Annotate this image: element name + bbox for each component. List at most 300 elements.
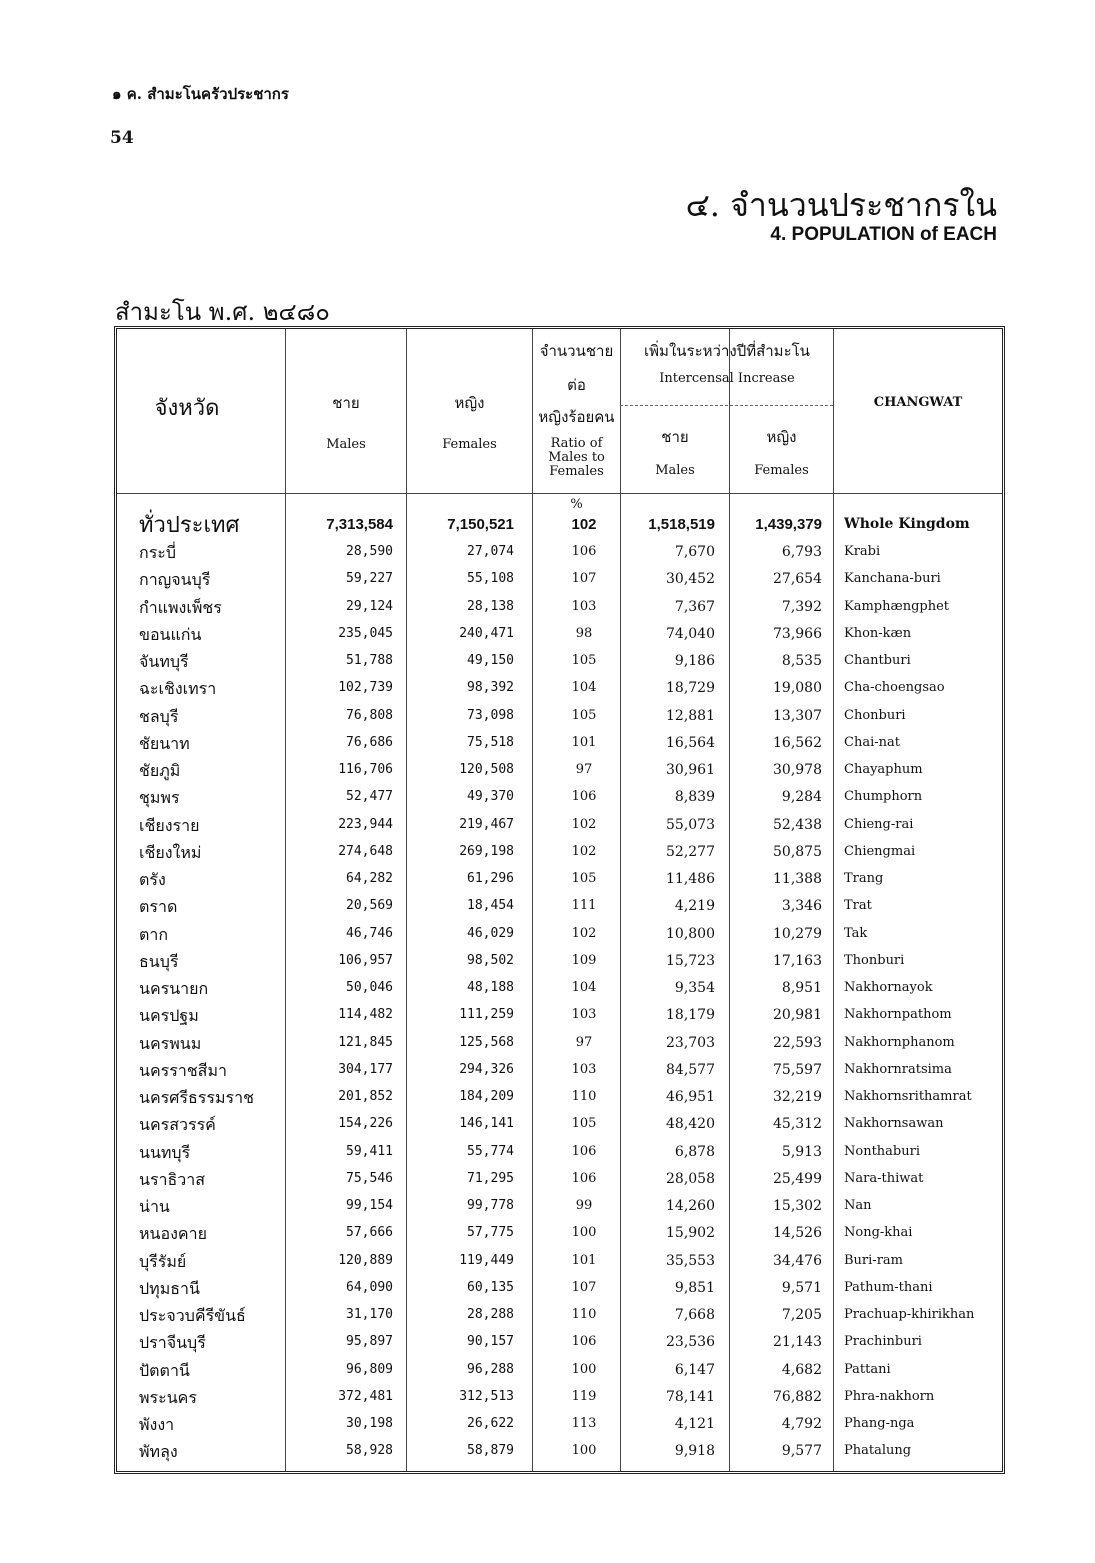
cell-changwat-thai: เชียงใหม่	[139, 842, 202, 862]
cell-ratio: 107	[571, 571, 597, 587]
cell-increase-males: 4,219	[674, 898, 715, 915]
cell-changwat-thai: นนทบุรี	[139, 1142, 191, 1162]
table-row	[117, 730, 1002, 757]
cell-changwat-thai: กระบี่	[139, 543, 177, 562]
cell-females: 49,150	[467, 653, 514, 668]
cell-ratio: 102	[571, 925, 597, 941]
cell-ratio: 105	[571, 871, 597, 886]
table-row	[117, 1438, 1002, 1465]
cell-males: 121,845	[338, 1034, 393, 1050]
cell-males: 64,090	[346, 1279, 393, 1295]
cell-changwat-thai: น่าน	[139, 1197, 170, 1216]
cell-changwat-thai: จันทบุรี	[139, 652, 189, 671]
cell-females: 55,774	[467, 1143, 514, 1159]
cell-changwat-en: Nakhornratsima	[844, 1061, 952, 1077]
cell-males: 31,170	[346, 1307, 393, 1322]
cell-males: 52,477	[346, 789, 393, 805]
table-row	[117, 1084, 1002, 1111]
cell-changwat-thai: ปัตตานี	[139, 1360, 190, 1380]
cell-changwat-en: Chiengmai	[844, 843, 916, 859]
cell-increase-males: 6,878	[674, 1143, 715, 1160]
cell-changwat-en: Prachuap-khirikhan	[844, 1307, 975, 1322]
cell-changwat-en: Chayaphum	[844, 762, 923, 777]
cell-increase-males: 52,277	[666, 843, 715, 860]
cell-females: 219,467	[459, 816, 514, 832]
table-row	[117, 1411, 1002, 1438]
table-row	[117, 893, 1002, 920]
cell-increase-females: 9,577	[781, 1443, 822, 1460]
cell-increase-females: 27,654	[773, 571, 822, 588]
table-row	[117, 1329, 1002, 1356]
cell-ratio: 103	[571, 598, 597, 614]
cell-increase-females: 10,279	[773, 925, 822, 942]
cell-changwat-thai: ชุมพร	[139, 788, 180, 808]
cell-increase-females: 4,792	[781, 1416, 822, 1432]
cell-males: 120,889	[338, 1252, 393, 1268]
header-changwat-thai: จังหวัด	[154, 396, 220, 421]
cell-changwat-thai: พังงา	[139, 1415, 175, 1434]
cell-males: 58,928	[346, 1443, 393, 1459]
cell-ratio: 100	[571, 1361, 597, 1377]
cell-females: 28,288	[467, 1307, 514, 1322]
cell-females: 18,454	[467, 898, 514, 914]
cell-increase-females: 34,476	[773, 1252, 822, 1269]
cell-increase-males: 18,179	[666, 1007, 715, 1024]
running-header: ๑ ค. สำมะโนครัวประชากร	[112, 85, 289, 103]
cell-changwat-thai: ปราจีนบุรี	[139, 1333, 206, 1353]
cell-ratio: 106	[571, 1170, 597, 1186]
cell-ratio: 109	[571, 952, 597, 968]
cell-females: 98,392	[467, 680, 514, 696]
cell-changwat-en: Nakhornsawan	[844, 1116, 944, 1132]
cell-ratio: 102	[571, 816, 597, 832]
table-row	[117, 1139, 1002, 1166]
table-row	[117, 539, 1002, 566]
increase-subheader-divider	[620, 405, 833, 406]
table-row	[117, 1030, 1002, 1057]
cell-increase-males: 14,260	[666, 1198, 715, 1214]
cell-males: 154,226	[338, 1116, 393, 1132]
cell-increase-males: 15,723	[666, 952, 715, 969]
table-row	[117, 1302, 1002, 1329]
table-row	[117, 784, 1002, 811]
cell-increase-males: 4,121	[674, 1416, 715, 1432]
cell-males: 223,944	[338, 816, 393, 832]
header-increase-thai: เพิ่มในระหว่างปีที่สำมะโน	[644, 342, 810, 360]
cell-ratio: 107	[571, 1279, 597, 1295]
header-males-thai: ชาย	[332, 394, 360, 412]
cell-changwat-thai: นครปฐม	[139, 1006, 199, 1026]
cell-increase-males: 35,553	[666, 1252, 715, 1269]
cell-increase-males: 23,703	[666, 1034, 715, 1051]
cell-females: 28,138	[467, 598, 514, 614]
cell-increase-males: 55,073	[666, 816, 715, 833]
cell-changwat-en: Nara-thiwat	[844, 1170, 924, 1186]
cell-females: 58,879	[467, 1443, 514, 1459]
cell-increase-females: 50,875	[773, 843, 822, 860]
header-females-en: Females	[442, 437, 497, 452]
header-increase-en: Intercensal Increase	[659, 371, 795, 386]
cell-increase-males: 15,902	[666, 1225, 715, 1242]
cell-males: 114,482	[338, 1007, 393, 1023]
cell-changwat-en: Chonburi	[844, 707, 906, 723]
table-row	[117, 594, 1002, 621]
table-row	[117, 839, 1002, 866]
cell-changwat-thai: นครราชสีมา	[139, 1060, 227, 1080]
cell-increase-females: 9,284	[781, 789, 822, 806]
cell-increase-females: 7,205	[781, 1307, 822, 1323]
cell-ratio: 102	[571, 516, 597, 533]
cell-changwat-en: Nong-khai	[844, 1225, 913, 1241]
cell-increase-males: 48,420	[666, 1116, 715, 1133]
cell-ratio: 106	[571, 544, 597, 559]
cell-ratio: 103	[571, 1061, 597, 1077]
cell-females: 269,198	[459, 843, 514, 859]
table-row	[117, 1248, 1002, 1275]
cell-ratio: 106	[571, 1143, 597, 1159]
cell-males: 116,706	[338, 762, 393, 777]
cell-males: 304,177	[338, 1061, 393, 1077]
cell-changwat-en: Nakhornayok	[844, 980, 933, 995]
cell-increase-females: 11,388	[773, 871, 822, 887]
cell-changwat-thai: ตาก	[139, 924, 169, 944]
cell-increase-males: 28,058	[666, 1170, 715, 1187]
cell-changwat-en: Nakhornpathom	[844, 1007, 952, 1023]
cell-females: 312,513	[459, 1388, 514, 1404]
cell-males: 201,852	[338, 1089, 393, 1104]
cell-females: 60,135	[467, 1279, 514, 1295]
cell-males: 28,590	[346, 544, 393, 559]
cell-increase-females: 7,392	[781, 598, 822, 615]
header-inc-females-thai: หญิง	[766, 428, 797, 446]
cell-changwat-thai: พระนคร	[139, 1387, 197, 1407]
cell-males: 20,569	[346, 898, 393, 914]
cell-females: 73,098	[467, 707, 514, 723]
cell-ratio: 111	[571, 898, 597, 914]
table-row	[117, 1166, 1002, 1193]
header-ratio-thai-1: จำนวนชาย	[539, 342, 614, 360]
cell-increase-males: 30,452	[666, 571, 715, 588]
table-title-thai: ๔. จำนวนประชากรใน	[685, 186, 997, 224]
cell-males: 59,227	[346, 571, 393, 587]
cell-increase-females: 1,439,379	[755, 516, 822, 533]
cell-increase-females: 8,951	[781, 980, 822, 996]
cell-males: 372,481	[338, 1388, 393, 1404]
cell-males: 64,282	[346, 871, 393, 886]
cell-changwat-en: Phang-nga	[844, 1416, 915, 1431]
cell-changwat-en: Nakhornsrithamrat	[844, 1089, 972, 1104]
census-year-label: สำมะโน พ.ศ. ๒๔๘๐	[115, 298, 330, 326]
table-row	[117, 921, 1002, 948]
cell-changwat-en: Chai-nat	[844, 734, 900, 750]
cell-increase-males: 6,147	[674, 1361, 715, 1378]
cell-ratio: 110	[571, 1307, 597, 1322]
cell-females: 99,778	[467, 1198, 514, 1213]
cell-changwat-thai: ตราด	[139, 897, 178, 917]
cell-increase-females: 21,143	[773, 1334, 822, 1351]
cell-ratio: 113	[571, 1416, 597, 1431]
cell-ratio: 101	[571, 734, 597, 750]
cell-females: 71,295	[467, 1170, 514, 1186]
cell-increase-females: 16,562	[773, 734, 822, 751]
cell-increase-females: 20,981	[773, 1007, 822, 1024]
table-row	[117, 703, 1002, 730]
cell-increase-females: 8,535	[781, 653, 822, 669]
cell-increase-males: 7,668	[674, 1307, 715, 1323]
cell-changwat-thai: บุรีรัมย์	[139, 1251, 187, 1271]
cell-increase-females: 25,499	[773, 1170, 822, 1187]
cell-females: 184,209	[459, 1089, 514, 1104]
header-inc-males-en: Males	[655, 463, 695, 478]
cell-ratio: 119	[571, 1388, 597, 1404]
cell-females: 61,296	[467, 871, 514, 886]
cell-ratio: 104	[571, 680, 597, 696]
cell-increase-males: 10,800	[666, 925, 715, 942]
cell-changwat-en: Nan	[844, 1198, 872, 1213]
cell-males: 57,666	[346, 1225, 393, 1241]
cell-changwat-thai: กาญจนบุรี	[139, 570, 211, 590]
table-row	[117, 566, 1002, 593]
cell-changwat-thai: นครพนม	[139, 1033, 202, 1053]
cell-increase-males: 7,367	[674, 598, 715, 615]
cell-changwat-en: Krabi	[844, 544, 881, 559]
cell-males: 96,809	[346, 1361, 393, 1377]
cell-females: 119,449	[459, 1252, 514, 1268]
cell-increase-males: 11,486	[666, 871, 715, 887]
cell-ratio: 103	[571, 1007, 597, 1023]
table-row	[117, 866, 1002, 893]
cell-increase-females: 32,219	[773, 1089, 822, 1105]
table-row	[117, 621, 1002, 648]
cell-increase-males: 46,951	[666, 1089, 715, 1105]
cell-changwat-en: Tak	[844, 925, 868, 941]
cell-females: 26,622	[467, 1416, 514, 1431]
cell-males: 46,746	[346, 925, 393, 941]
cell-changwat-en: Kamphængphet	[844, 598, 950, 614]
cell-changwat-thai: หนองคาย	[139, 1224, 207, 1244]
table-row	[117, 757, 1002, 784]
cell-females: 49,370	[467, 789, 514, 805]
table-row	[117, 1275, 1002, 1302]
cell-females: 75,518	[467, 734, 514, 750]
cell-increase-males: 8,839	[674, 789, 715, 806]
cell-ratio: 100	[571, 1443, 597, 1459]
cell-changwat-en: Nonthaburi	[844, 1143, 920, 1159]
cell-ratio: 106	[571, 789, 597, 805]
cell-females: 90,157	[467, 1334, 514, 1350]
cell-changwat-en: Pattani	[844, 1361, 891, 1377]
cell-ratio: 105	[571, 707, 597, 723]
cell-changwat-en: Prachinburi	[844, 1334, 922, 1350]
cell-changwat-en: Chantburi	[844, 653, 911, 668]
page-number: 54	[110, 128, 134, 148]
table-row	[117, 975, 1002, 1002]
cell-increase-females: 15,302	[773, 1198, 822, 1214]
cell-males: 51,788	[346, 653, 393, 668]
cell-increase-females: 6,793	[781, 544, 822, 560]
header-changwat-en: CHANGWAT	[873, 395, 963, 410]
cell-ratio: 97	[575, 762, 593, 777]
cell-males: 106,957	[338, 952, 393, 968]
cell-changwat-en: Nakhornphanom	[844, 1034, 955, 1050]
cell-changwat-en: Phatalung	[844, 1443, 912, 1459]
cell-increase-females: 13,307	[773, 707, 822, 724]
cell-ratio: 106	[571, 1334, 597, 1350]
cell-increase-males: 9,918	[674, 1443, 715, 1460]
cell-changwat-en: Whole Kingdom	[844, 516, 970, 532]
header-divider	[117, 493, 1002, 494]
cell-increase-females: 45,312	[773, 1116, 822, 1133]
cell-changwat-thai: ฉะเชิงเทรา	[139, 679, 217, 699]
cell-increase-males: 18,729	[666, 680, 715, 697]
cell-males: 274,648	[338, 843, 393, 859]
cell-females: 7,150,521	[447, 516, 514, 533]
cell-increase-males: 16,564	[666, 734, 715, 751]
cell-ratio: 102	[571, 843, 597, 859]
cell-females: 96,288	[467, 1361, 514, 1377]
cell-ratio: 110	[571, 1089, 597, 1104]
cell-ratio: 105	[571, 1116, 597, 1132]
cell-females: 240,471	[459, 625, 514, 641]
cell-males: 30,198	[346, 1416, 393, 1431]
cell-increase-females: 9,571	[781, 1279, 822, 1296]
cell-males: 75,546	[346, 1170, 393, 1186]
cell-ratio: 105	[571, 653, 597, 668]
cell-increase-males: 9,851	[674, 1279, 715, 1296]
percent-sign: %	[570, 497, 583, 512]
cell-increase-males: 74,040	[666, 625, 715, 642]
cell-changwat-thai: ชัยภูมิ	[139, 761, 181, 780]
cell-changwat-thai: ทั่วประเทศ	[139, 513, 240, 538]
table-row	[117, 948, 1002, 975]
header-ratio-en: Ratio of Males to Females	[548, 436, 605, 479]
table-row	[117, 1111, 1002, 1138]
cell-males: 29,124	[346, 598, 393, 614]
cell-changwat-thai: ชลบุรี	[139, 706, 179, 726]
cell-males: 235,045	[338, 625, 393, 641]
cell-males: 76,808	[346, 707, 393, 723]
cell-changwat-thai: เชียงราย	[139, 815, 200, 835]
header-males-en: Males	[326, 437, 366, 452]
cell-males: 7,313,584	[326, 516, 393, 533]
cell-ratio: 104	[571, 980, 597, 995]
cell-increase-females: 73,966	[773, 625, 822, 642]
table-title-english: 4. POPULATION of EACH	[770, 224, 997, 245]
header-ratio-thai-2: ต่อ	[567, 376, 586, 394]
cell-increase-females: 19,080	[773, 680, 822, 697]
cell-increase-females: 3,346	[781, 898, 822, 915]
cell-males: 102,739	[338, 680, 393, 696]
cell-increase-females: 4,682	[781, 1361, 822, 1378]
cell-males: 50,046	[346, 980, 393, 995]
table-row	[117, 1193, 1002, 1220]
cell-changwat-thai: นครศรีธรรมราช	[139, 1088, 254, 1107]
cell-changwat-en: Kanchana-buri	[844, 571, 941, 587]
cell-increase-males: 23,536	[666, 1334, 715, 1351]
cell-females: 98,502	[467, 952, 514, 968]
cell-females: 111,259	[459, 1007, 514, 1023]
cell-changwat-thai: ชัยนาท	[139, 733, 190, 753]
table-row-total	[117, 511, 1002, 538]
cell-changwat-en: Phra-nakhorn	[844, 1388, 935, 1404]
cell-ratio: 100	[571, 1225, 597, 1241]
table-row	[117, 648, 1002, 675]
cell-ratio: 97	[575, 1034, 593, 1050]
cell-changwat-thai: ตรัง	[139, 870, 166, 889]
cell-increase-females: 76,882	[773, 1388, 822, 1405]
cell-changwat-thai: ประจวบคีรีขันธ์	[139, 1306, 246, 1325]
cell-females: 57,775	[467, 1225, 514, 1241]
cell-increase-females: 5,913	[781, 1143, 822, 1160]
cell-females: 146,141	[459, 1116, 514, 1132]
cell-increase-females: 17,163	[773, 952, 822, 969]
cell-females: 55,108	[467, 571, 514, 587]
cell-increase-males: 1,518,519	[648, 516, 715, 533]
cell-changwat-thai: นครสวรรค์	[139, 1115, 216, 1135]
cell-changwat-en: Pathum-thani	[844, 1279, 933, 1295]
cell-changwat-en: Chieng-rai	[844, 816, 914, 832]
table-row	[117, 812, 1002, 839]
cell-increase-males: 9,186	[674, 653, 715, 669]
cell-increase-females: 52,438	[773, 816, 822, 833]
cell-males: 95,897	[346, 1334, 393, 1350]
cell-increase-males: 30,961	[666, 762, 715, 778]
cell-increase-females: 14,526	[773, 1225, 822, 1242]
cell-changwat-en: Khon-kæn	[844, 625, 912, 641]
cell-males: 76,686	[346, 734, 393, 750]
cell-changwat-en: Thonburi	[844, 952, 905, 968]
cell-changwat-en: Chumphorn	[844, 789, 923, 805]
cell-females: 120,508	[459, 762, 514, 777]
cell-changwat-en: Cha-choengsao	[844, 680, 945, 696]
table-row	[117, 1220, 1002, 1247]
population-table	[114, 326, 1005, 1474]
cell-changwat-thai: นราธิวาส	[139, 1169, 206, 1189]
cell-changwat-en: Trang	[844, 871, 884, 886]
cell-females: 48,188	[467, 980, 514, 995]
cell-increase-males: 9,354	[674, 980, 715, 996]
cell-females: 125,568	[459, 1034, 514, 1050]
table-row	[117, 1002, 1002, 1029]
cell-increase-males: 12,881	[666, 707, 715, 724]
cell-changwat-en: Buri-ram	[844, 1252, 903, 1268]
cell-increase-females: 22,593	[773, 1034, 822, 1051]
cell-females: 294,326	[459, 1061, 514, 1077]
cell-ratio: 98	[575, 625, 593, 641]
cell-ratio: 99	[575, 1198, 593, 1213]
cell-increase-males: 7,670	[674, 544, 715, 560]
cell-females: 27,074	[467, 544, 514, 559]
cell-males: 59,411	[346, 1143, 393, 1159]
cell-females: 46,029	[467, 925, 514, 941]
cell-changwat-thai: กำแพงเพ็ชร	[139, 597, 222, 617]
cell-males: 99,154	[346, 1198, 393, 1213]
cell-ratio: 101	[571, 1252, 597, 1268]
cell-changwat-en: Trat	[844, 898, 872, 914]
table-row	[117, 1384, 1002, 1411]
cell-changwat-thai: ขอนแก่น	[139, 624, 202, 644]
table-row	[117, 1357, 1002, 1384]
cell-changwat-thai: ปทุมธานี	[139, 1278, 200, 1298]
cell-changwat-thai: ธนบุรี	[139, 951, 179, 971]
cell-increase-males: 84,577	[666, 1061, 715, 1078]
table-row	[117, 1057, 1002, 1084]
header-ratio-thai-3: หญิงร้อยคน	[538, 408, 615, 426]
cell-increase-females: 75,597	[773, 1061, 822, 1078]
cell-increase-males: 78,141	[666, 1388, 715, 1405]
header-females-thai: หญิง	[454, 394, 485, 412]
cell-changwat-thai: พัทลุง	[139, 1442, 178, 1462]
